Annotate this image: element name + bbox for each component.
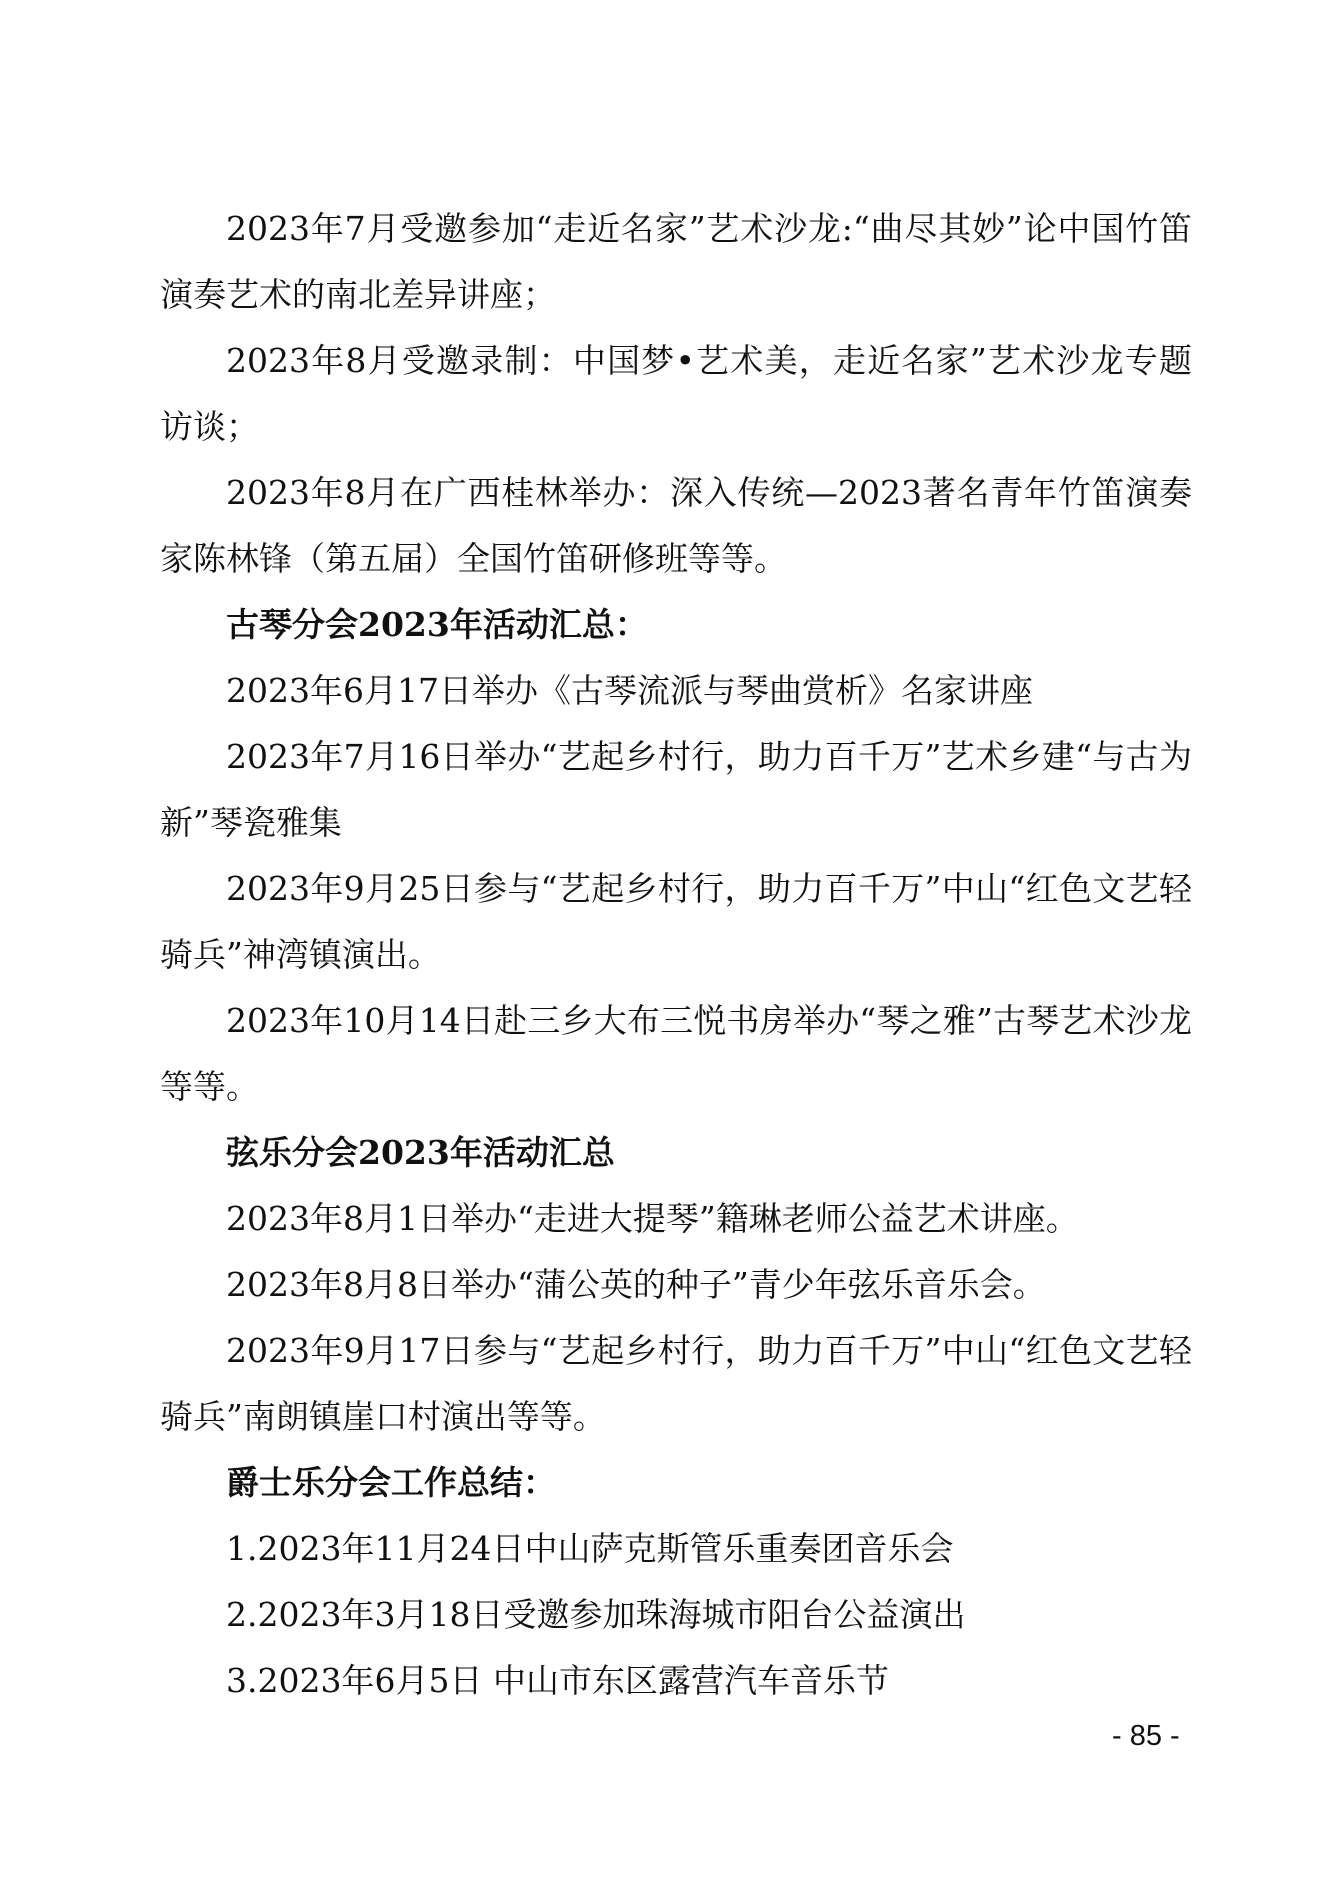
- paragraph-bamboo-flute-salon: 2023年7月受邀参加“走近名家”艺术沙龙:“曲尽其妙”论中国竹笛演奏艺术的南北差异讲座；: [160, 209, 1192, 314]
- section-heading-jazz: 爵士乐分会工作总结：: [226, 1463, 556, 1502]
- paragraph-interview-recording: 2023年8月受邀录制：中国梦•艺术美，走近名家”艺术沙龙专题访谈；: [160, 341, 1192, 446]
- list-item-jazz-1: 1.2023年11月24日中山萨克斯管乐重奏团音乐会: [226, 1529, 954, 1568]
- paragraph-guqin-shenwan: 2023年9月25日参与“艺起乡村行，助力百千万”中山“红色文艺轻骑兵”神湾镇演出。: [160, 869, 1192, 974]
- paragraph-cello-lecture: 2023年8月1日举办“走进大提琴”籍琳老师公益艺术讲座。: [226, 1199, 1079, 1238]
- paragraph-strings-nanlang: 2023年9月17日参与“艺起乡村行，助力百千万”中山“红色文艺轻骑兵”南朗镇崖口村演出等等。: [160, 1331, 1192, 1436]
- paragraph-guqin-salon: 2023年10月14日赴三乡大布三悦书房举办“琴之雅”古琴艺术沙龙等等。: [160, 1001, 1192, 1106]
- paragraph-youth-concert: 2023年8月8日举办“蒲公英的种子”青少年弦乐音乐会。: [226, 1265, 1046, 1304]
- page-number: - 85 -: [1112, 1720, 1180, 1752]
- paragraph-guqin-lecture: 2023年6月17日举办《古琴流派与琴曲赏析》名家讲座: [226, 671, 1033, 710]
- list-item-jazz-3: 3.2023年6月5日 中山市东区露营汽车音乐节: [226, 1661, 889, 1700]
- list-item-jazz-2: 2.2023年3月18日受邀参加珠海城市阳台公益演出: [226, 1595, 966, 1634]
- paragraph-guilin-workshop: 2023年8月在广西桂林举办：深入传统—2023著名青年竹笛演奏家陈林锋（第五届）全国竹笛研修班等等。: [160, 473, 1192, 578]
- paragraph-guqin-gathering: 2023年7月16日举办“艺起乡村行，助力百千万”艺术乡建“与古为新”琴瓷雅集: [160, 737, 1192, 842]
- section-heading-strings: 弦乐分会2023年活动汇总: [226, 1133, 615, 1172]
- section-heading-guqin: 古琴分会2023年活动汇总：: [226, 605, 648, 644]
- document-body: [160, 196, 1192, 1714]
